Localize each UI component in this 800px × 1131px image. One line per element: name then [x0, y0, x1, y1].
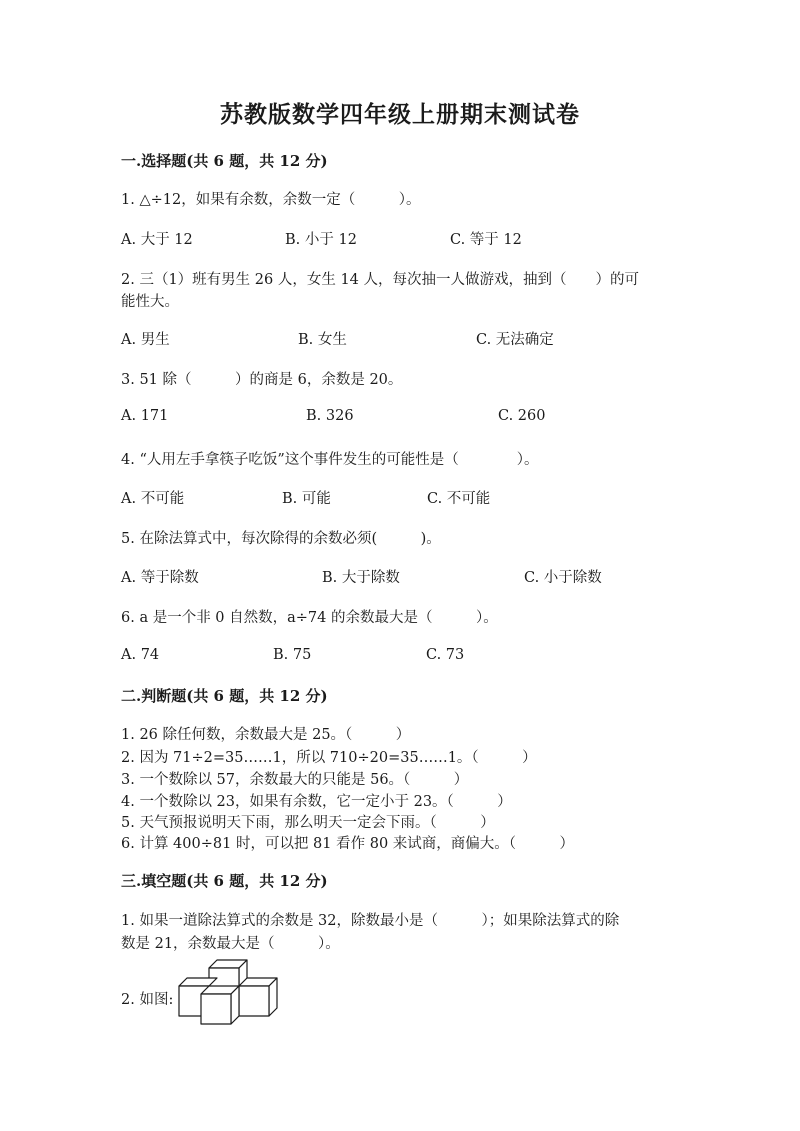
option-b: B. 大于除数: [322, 570, 400, 586]
option-a: A. 74: [121, 647, 160, 663]
option-c: C. 小于除数: [524, 570, 602, 586]
option-c: C. 等于 12: [450, 232, 522, 248]
option-c: C. 73: [426, 647, 465, 663]
question-4: 4. “人用左手拿筷子吃饭”这个事件发生的可能性是（ ）。: [121, 452, 539, 468]
option-a: A. 171: [121, 408, 169, 424]
judgement-item: 1. 26 除任何数，余数最大是 25。（ ）: [121, 727, 411, 743]
judgement-item: 4. 一个数除以 23，如果有余数，它一定小于 23。（ ）: [121, 794, 512, 810]
judgement-item: 5. 天气预报说明天下雨，那么明天一定会下雨。（ ）: [121, 815, 495, 831]
option-a: A. 等于除数: [121, 570, 199, 586]
section-heading-fill-blank: 三.填空题(共 6 题，共 12 分): [121, 872, 328, 890]
page-title: 苏教版数学四年级上册期末测试卷: [220, 101, 580, 128]
section-heading-choice: 一.选择题(共 6 题，共 12 分): [121, 152, 328, 170]
question-1: 1. △÷12，如果有余数，余数一定（ ）。: [121, 192, 421, 208]
option-b: B. 326: [306, 408, 354, 424]
option-c: C. 不可能: [427, 491, 491, 507]
question-2-line-1: 2. 三（1）班有男生 26 人，女生 14 人，每次抽一人做游戏，抽到（ ）的可: [121, 272, 640, 288]
question-5: 5. 在除法算式中，每次除得的余数必须( )。: [121, 531, 441, 547]
option-b: B. 女生: [298, 332, 347, 348]
option-b: B. 小于 12: [285, 232, 357, 248]
judgement-item: 3. 一个数除以 57，余数最大的只能是 56。（ ）: [121, 772, 469, 788]
option-b: B. 75: [273, 647, 312, 663]
option-a: A. 大于 12: [121, 232, 193, 248]
judgement-item: 2. 因为 71÷2=35……1，所以 710÷20=35……1。（ ）: [121, 750, 537, 766]
fill-question-1-line-1: 1. 如果一道除法算式的余数是 32，除数最小是（ ）；如果除法算式的除: [121, 913, 620, 929]
judgement-item: 6. 计算 400÷81 时，可以把 81 看作 80 来试商，商偏大。（ ）: [121, 836, 575, 852]
option-a: A. 不可能: [121, 491, 185, 507]
section-heading-judgement: 二.判断题(共 6 题，共 12 分): [121, 687, 328, 705]
question-6: 6. a 是一个非 0 自然数，a÷74 的余数最大是（ ）。: [121, 610, 498, 626]
question-2-line-2: 能性大。: [121, 294, 179, 310]
option-a: A. 男生: [121, 332, 170, 348]
option-c: C. 无法确定: [476, 332, 554, 348]
cube-stack-figure: [175, 950, 285, 1030]
question-3: 3. 51 除（ ）的商是 6，余数是 20。: [121, 372, 403, 388]
option-c: C. 260: [498, 408, 546, 424]
fill-question-2-label: 2. 如图:: [121, 992, 174, 1008]
fill-question-1-line-2: 数是 21，余数最大是（ ）。: [121, 936, 340, 952]
option-b: B. 可能: [282, 491, 331, 507]
